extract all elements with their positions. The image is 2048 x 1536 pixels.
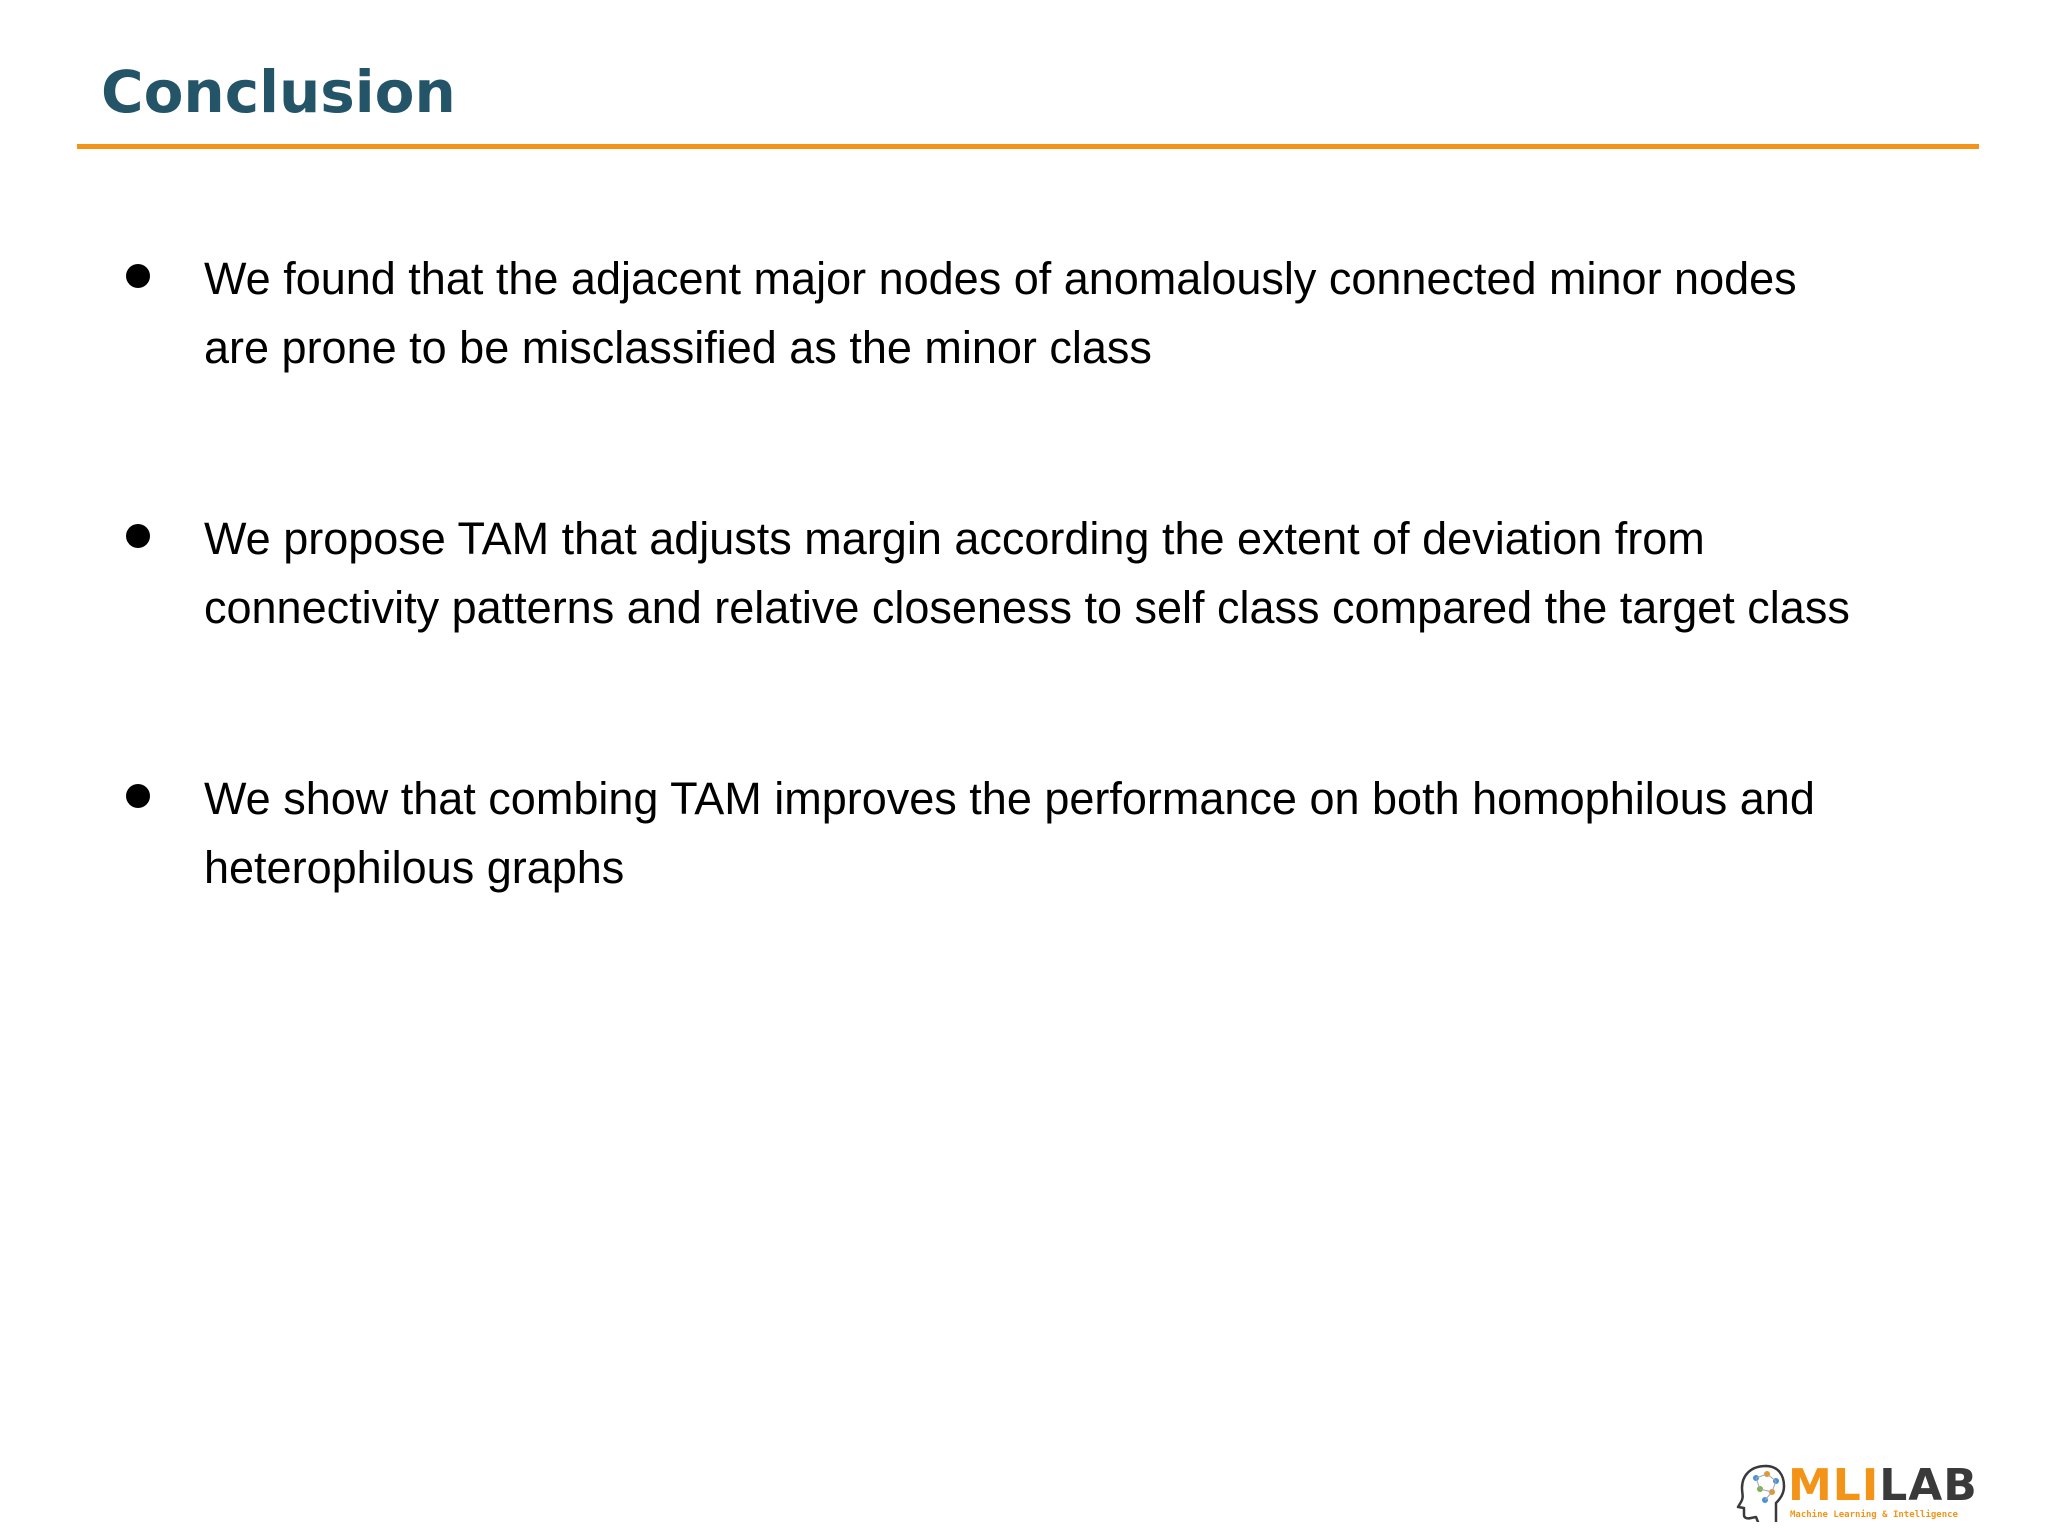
bullet-dot-icon — [126, 524, 150, 548]
bullet-text — [204, 504, 2004, 642]
bullet-line: heterophilous graphs — [204, 842, 625, 893]
bullet-dot-icon — [126, 784, 150, 808]
bullet-line: connectivity patterns and relative closeness to self class compared the target class — [204, 582, 1850, 633]
title-divider — [77, 144, 1979, 149]
logo-ml-text: MLI — [1788, 1460, 1880, 1511]
bullet-line: We propose TAM that adjusts margin according the extent of deviation from — [204, 513, 1705, 564]
bullet-text — [204, 764, 2004, 902]
logo-lab-text: LAB — [1879, 1460, 1978, 1511]
bullet-line: are prone to be misclassified as the minor class — [204, 322, 1152, 373]
head-icon — [1736, 1462, 1786, 1522]
bullet-dot-icon — [126, 264, 150, 288]
bullet-text — [204, 244, 2004, 382]
slide-title: Conclusion — [101, 58, 456, 126]
logo-subtitle: Machine Learning & Intelligence — [1790, 1510, 1958, 1520]
bullet-line: We show that combing TAM improves the performance on both homophilous and — [204, 773, 1815, 824]
mlilab-logo — [1736, 1462, 1984, 1524]
logo-wordmark — [1788, 1462, 1978, 1510]
bullet-line: We found that the adjacent major nodes of anomalously connected minor nodes — [204, 253, 1797, 304]
